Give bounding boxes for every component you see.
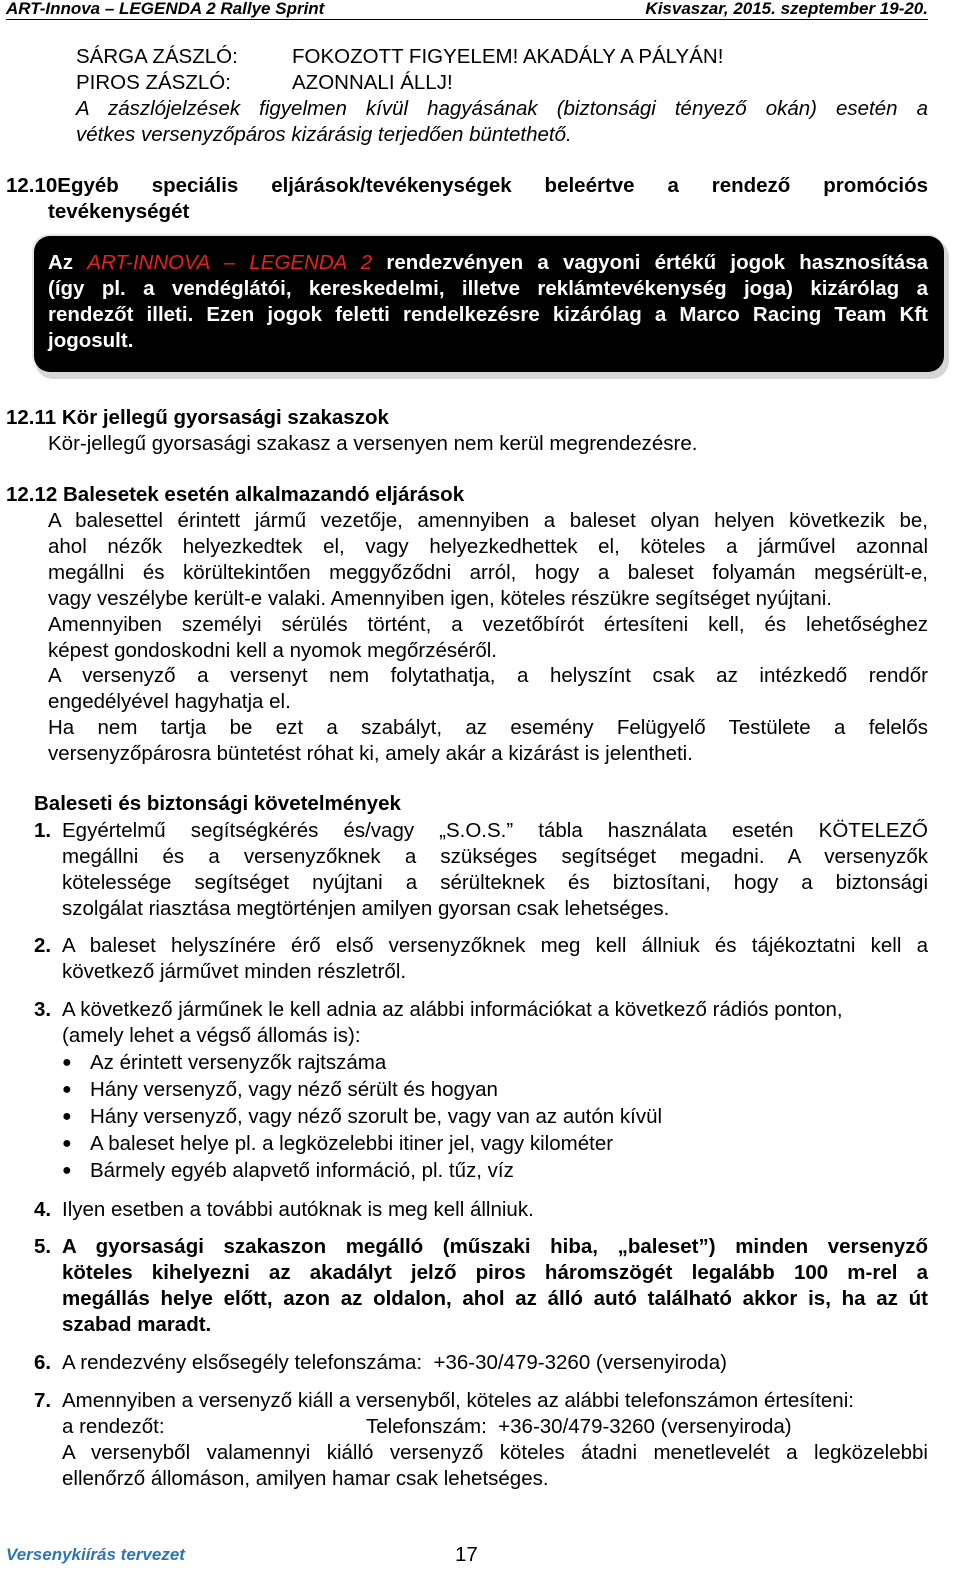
- rights-notice-line4: jogosult.: [48, 329, 134, 352]
- bullet-icon: ●: [62, 1162, 72, 1179]
- item-number: 5.: [34, 1235, 52, 1258]
- item-number: 3.: [34, 998, 52, 1021]
- rights-notice-pre: Az: [48, 251, 88, 274]
- item2-line: A baleset helyszínére érő első versenyzőknek meg kell állniuk és tájékoztatni kell a: [62, 934, 928, 957]
- section-12-11-text: Kör-jellegű gyorsasági szakasz a versenyen nem kerül megrendezésre.: [48, 432, 698, 455]
- section-12-12-line: megállni és körültekintően meggyőződni arról, hogy a baleset folyamán megsérült-e,: [48, 561, 928, 584]
- event-name-red: ART-INNOVA – LEGENDA 2: [87, 251, 373, 274]
- section-12-12-line: Ha nem tartja be ezt a szabályt, az esemény Felügyelő Testülete a felelős: [48, 716, 928, 739]
- section-12-12-line: engedélyével hagyhatja el.: [48, 690, 291, 713]
- section-12-12-line: vagy veszélybe került-e valaki. Amennyiben igen, köteles részükre segítséget nyújtani.: [48, 587, 832, 610]
- item1-line: szolgálat riasztása megtörténjen amilyen gyorsan csak lehetséges.: [62, 897, 670, 920]
- red-flag-text: AZONNALI ÁLLJ!: [292, 71, 453, 94]
- section-12-12-line: képest gondoskodni kell a nyomok megőrzéséről.: [48, 639, 497, 662]
- item6-text: A rendezvény elsősegély telefonszáma: +36-30/479-3260 (versenyiroda): [62, 1351, 727, 1374]
- item5-line: köteles kihelyezni az akadályt jelző piros háromszögét legalább 100 m-rel a: [62, 1261, 928, 1284]
- item1-line: Egyértelmű segítségkérés és/vagy „S.O.S.” tábla használata esetén KÖTELEZŐ: [62, 819, 928, 842]
- rights-notice-line2: (így pl. a vendéglátói, kereskedelmi, illetve reklámtevékenység joga) kizárólag a: [48, 277, 928, 300]
- item-number: 6.: [34, 1351, 52, 1374]
- item7-line1: Amennyiben a versenyző kiáll a versenyből, köteles az alábbi telefonszámon értesíteni:: [62, 1389, 854, 1412]
- section-12-12-line: Amennyiben személyi sérülés történt, a vezetőbírót értesíteni kell, és lehetőséghez: [48, 613, 928, 636]
- item-number: 7.: [34, 1389, 52, 1412]
- bullet-icon: ●: [62, 1054, 72, 1071]
- item4-text: Ilyen esetben a további autóknak is meg kell állniuk.: [62, 1198, 534, 1221]
- item1-line: kötelessége segítséget nyújtani a sérülteknek és biztosítani, hogy a biztonsági: [62, 871, 928, 894]
- header-date: Kisvaszar, 2015. szeptember 19-20.: [645, 0, 928, 18]
- flag-note-line1: A zászlójelzések figyelmen kívül hagyásának (biztonsági tényező okán) esetén a: [76, 97, 928, 120]
- bullet-icon: ●: [62, 1108, 72, 1125]
- item3-bullet: Hány versenyző, vagy néző sérült és hogyan: [90, 1078, 498, 1101]
- yellow-flag-text: FOKOZOTT FIGYELEM! AKADÁLY A PÁLYÁN!: [292, 45, 724, 68]
- item-number: 2.: [34, 934, 52, 957]
- item2-line: következő járművet minden részletről.: [62, 960, 407, 983]
- item-number: 4.: [34, 1198, 52, 1221]
- item3-bullet: A baleset helye pl. a legközelebbi itiner jel, vagy kilométer: [90, 1132, 614, 1155]
- item7-line4: ellenőrző állomáson, amilyen hamar csak lehetséges.: [62, 1467, 549, 1490]
- item5-line: A gyorsasági szakaszon megálló (műszaki hiba, „baleset”) minden versenyző: [62, 1235, 928, 1258]
- rights-notice-line3: rendezőt illeti. Ezen jogok feletti rendelkezésre kizárólag a Marco Racing Team Kft: [48, 303, 928, 326]
- page-number: 17: [455, 1543, 478, 1566]
- item7-line3: A versenyből valamennyi kiálló versenyző köteles átadni menetlevelét a legközelebbi: [62, 1441, 928, 1464]
- section-12-12-line: A versenyző a versenyt nem folytathatja, a helyszínt csak az intézkedő rendőr: [48, 664, 928, 687]
- item3-line: (amely lehet a végső állomás is):: [62, 1024, 361, 1047]
- page-header: [6, 0, 928, 20]
- bullet-icon: ●: [62, 1081, 72, 1098]
- header-title: ART-Innova – LEGENDA 2 Rallye Sprint: [6, 0, 325, 18]
- item7-line2-left: a rendezőt:: [62, 1415, 165, 1438]
- item1-line: megállni és a versenyzőknek a szükséges segítséget megadni. A versenyzők: [62, 845, 928, 868]
- bullet-icon: ●: [62, 1135, 72, 1152]
- yellow-flag-label: SÁRGA ZÁSZLÓ:: [76, 45, 238, 68]
- footer-title: Versenykiírás tervezet: [6, 1545, 185, 1564]
- item5-line: megállás helye előtt, azon az oldalon, ahol az álló autó található akkor is, ha az út: [62, 1287, 928, 1310]
- section-12-12-title: 12.12 Balesetek esetén alkalmazandó eljárások: [6, 483, 465, 506]
- section-12-12-line: A balesettel érintett jármű vezetője, amennyiben a baleset olyan helyen következik be,: [48, 509, 928, 532]
- red-flag-label: PIROS ZÁSZLÓ:: [76, 71, 231, 94]
- section-12-12-line: ahol nézők helyezkedtek el, vagy helyezkedhettek el, köteles a járművel azonnal: [48, 535, 928, 558]
- safety-title: Baleseti és biztonsági követelmények: [34, 792, 401, 815]
- item3-line: A következő járműnek le kell adnia az alábbi információkat a következő rádiós ponton,: [62, 998, 843, 1021]
- item5-line: szabad maradt.: [62, 1313, 212, 1336]
- section-12-11-title: 12.11 Kör jellegű gyorsasági szakaszok: [6, 406, 389, 429]
- rights-notice-line1: [48, 250, 928, 276]
- item3-bullet: Hány versenyző, vagy néző szorult be, vagy van az autón kívül: [90, 1105, 663, 1128]
- item7-line2-right: Telefonszám: +36-30/479-3260 (versenyiroda): [366, 1415, 792, 1438]
- item-number: 1.: [34, 819, 52, 842]
- item3-bullet: Az érintett versenyzők rajtszáma: [90, 1051, 387, 1074]
- rights-notice-line1-rest: rendezvényen a vagyoni értékű jogok hasznosítása: [372, 251, 928, 274]
- item3-bullet: Bármely egyéb alapvető információ, pl. tűz, víz: [90, 1159, 514, 1182]
- section-12-10-title-line2: tevékenységét: [48, 200, 190, 223]
- section-12-10-title-line1: 12.10Egyéb speciális eljárások/tevékenységek beleértve a rendező promóciós: [6, 174, 928, 197]
- section-12-12-line: versenyzőpárosra büntetést róhat ki, amely akár a kizárást is jelentheti.: [48, 742, 693, 765]
- flag-note-line2: vétkes versenyzőpáros kizárásig terjedően büntethető.: [76, 123, 572, 146]
